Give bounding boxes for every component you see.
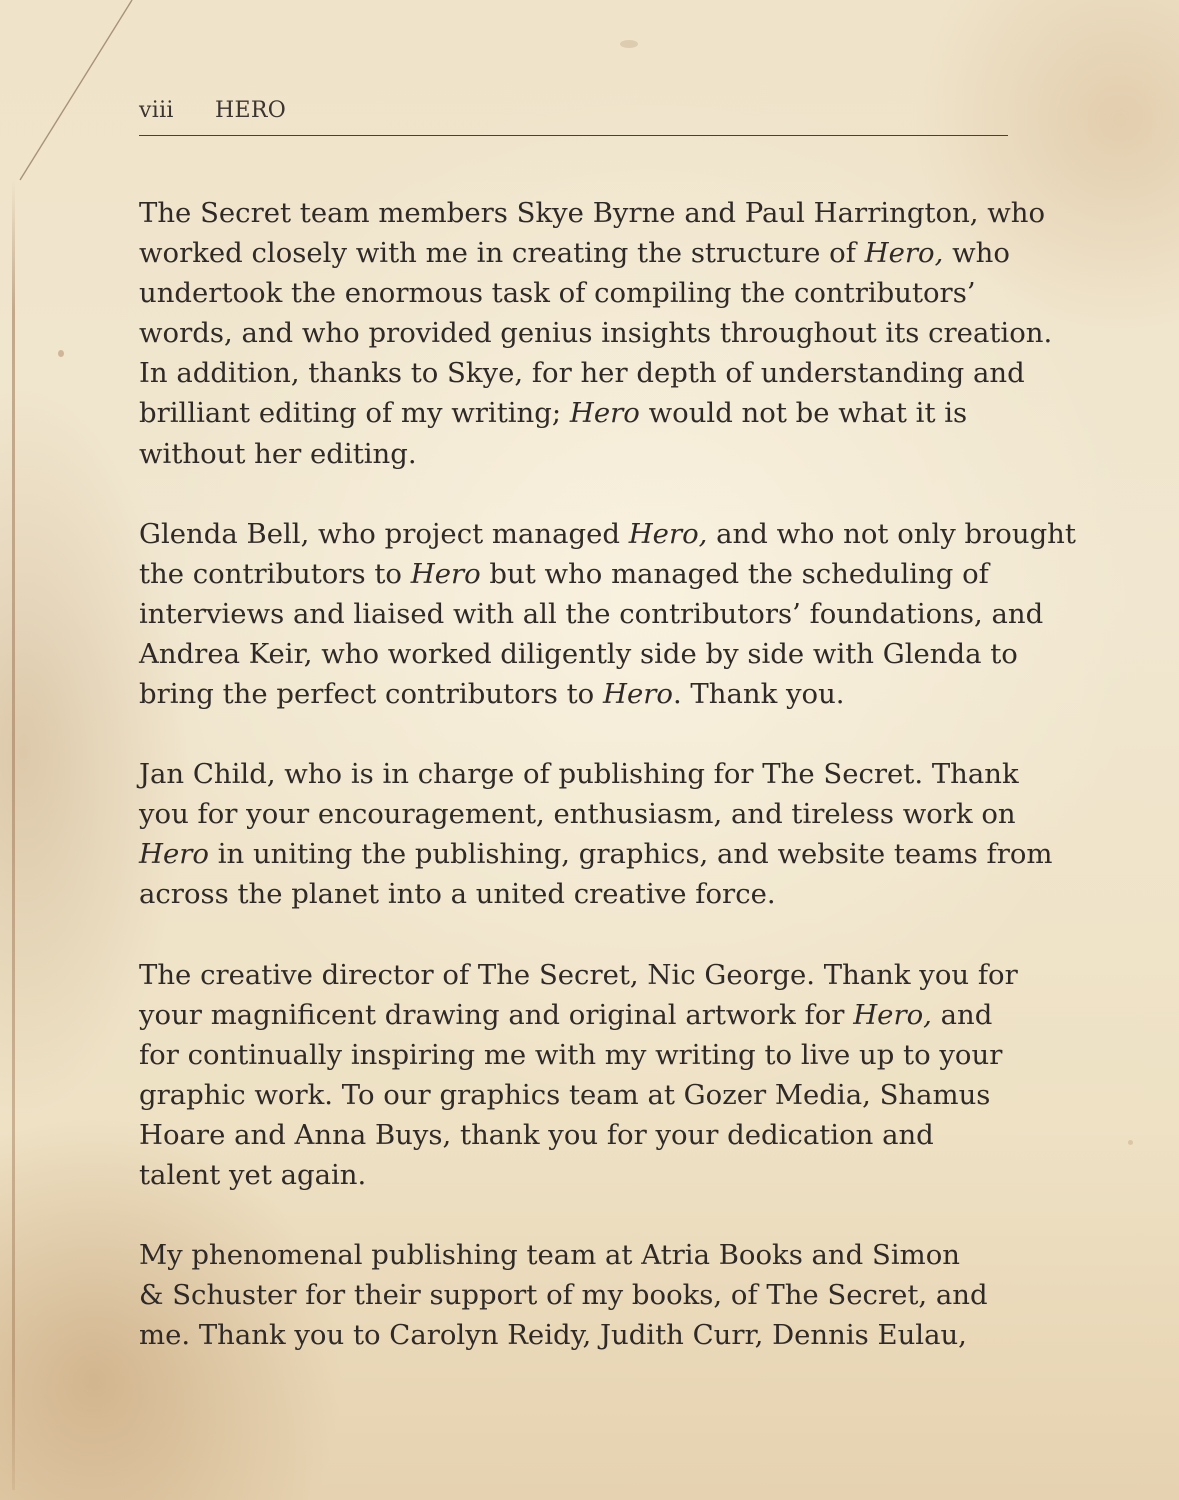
text-line — [139, 554, 1039, 594]
text-run: worked closely with me in creating the structure of — [139, 237, 865, 270]
italic-title: Hero — [602, 678, 673, 711]
text-line — [139, 434, 1039, 474]
text-run: My phenomenal publishing team at Atria Books and Simon — [139, 1239, 960, 1272]
text-run: and — [931, 998, 993, 1031]
running-header — [139, 98, 286, 123]
text-line — [139, 754, 1039, 794]
text-run: undertook the enormous task of compiling the contributors’ — [139, 277, 976, 310]
header-rule — [139, 135, 1008, 136]
text-run: interviews and liaised with all the contributors’ foundations, and — [139, 597, 1044, 630]
italic-title: Hero — [410, 557, 481, 590]
text-run: words, and who provided genius insights throughout its creation. — [139, 317, 1053, 350]
text-run: me. Thank you to Carolyn Reidy, Judith Curr, Dennis Eulau, — [139, 1319, 967, 1352]
text-line — [139, 1075, 1039, 1115]
italic-title: Hero — [569, 397, 640, 430]
text-line — [139, 1035, 1039, 1075]
text-line — [139, 834, 1053, 874]
paragraph — [139, 955, 1039, 1196]
text-run: in uniting the publishing, graphics, and website teams from — [208, 838, 1053, 871]
text-line — [139, 674, 1039, 714]
body-text — [139, 193, 1076, 1395]
text-run: Glenda Bell, who project managed — [139, 517, 629, 550]
text-line — [139, 794, 1039, 834]
paragraph — [139, 1235, 1039, 1355]
text-run: . Thank you. — [672, 678, 845, 711]
text-line — [139, 233, 1039, 273]
italic-title: Hero, — [853, 998, 932, 1031]
text-line — [139, 193, 1046, 233]
text-line — [139, 514, 1076, 554]
text-line — [139, 1155, 1039, 1195]
text-line — [139, 955, 1039, 995]
text-line — [139, 1235, 1039, 1275]
text-run: but who managed the scheduling of — [480, 557, 989, 590]
text-run: would not be what it is — [639, 397, 968, 430]
italic-title: Hero, — [628, 517, 708, 550]
page-edge-shadow — [12, 180, 15, 1490]
italic-title: Hero, — [864, 237, 944, 270]
text-line — [139, 1315, 1039, 1355]
text-line — [139, 1275, 1039, 1315]
text-run: Hoare and Anna Buys, thank you for your dedication and — [139, 1118, 934, 1151]
text-run: The Secret team members Skye Byrne and Paul Harrington, who — [139, 197, 1046, 229]
text-line — [139, 594, 1044, 634]
text-run: you for your encouragement, enthusiasm, and tireless work on — [139, 798, 1016, 831]
paragraph — [139, 754, 1053, 914]
text-run: the contributors to — [139, 557, 411, 590]
text-run: your magnificent drawing and original artwork for — [139, 998, 854, 1031]
text-run: graphic work. To our graphics team at Gozer Media, Shamus — [139, 1078, 991, 1111]
text-run: Jan Child, who is in charge of publishing for The Secret. Thank — [139, 758, 1019, 791]
page-number: viii — [139, 98, 174, 123]
text-line — [139, 273, 1039, 313]
text-run: & Schuster for their support of my books, of The Secret, and — [139, 1279, 988, 1312]
text-line — [139, 353, 1039, 393]
italic-title: Hero — [139, 838, 209, 871]
page-crease-line — [0, 0, 160, 200]
text-line — [139, 1115, 1039, 1155]
paragraph — [139, 193, 1053, 474]
text-line — [139, 995, 1039, 1035]
text-line — [139, 634, 1039, 674]
text-run: talent yet again. — [139, 1158, 367, 1191]
text-line — [139, 874, 1039, 914]
text-run: In addition, thanks to Skye, for her depth of understanding and — [139, 357, 1025, 390]
paper-stain — [1128, 1140, 1133, 1145]
book-title: HERO — [215, 98, 287, 123]
text-run: and who not only brought — [707, 517, 1076, 550]
text-run: without her editing. — [139, 437, 417, 470]
text-run: across the planet into a united creative force. — [139, 878, 776, 911]
paragraph — [139, 514, 1076, 714]
text-run: for continually inspiring me with my writing to live up to your — [139, 1038, 1003, 1071]
paper-stain — [58, 350, 64, 357]
text-line — [139, 393, 1039, 433]
text-run: bring the perfect contributors to — [139, 678, 603, 711]
paper-stain — [620, 40, 638, 48]
text-run: brilliant editing of my writing; — [139, 397, 570, 430]
text-line — [139, 313, 1053, 353]
text-run: who — [943, 237, 1010, 270]
text-run: Andrea Keir, who worked diligently side by side with Glenda to — [139, 637, 1018, 670]
text-run: The creative director of The Secret, Nic George. Thank you for — [139, 958, 1018, 991]
